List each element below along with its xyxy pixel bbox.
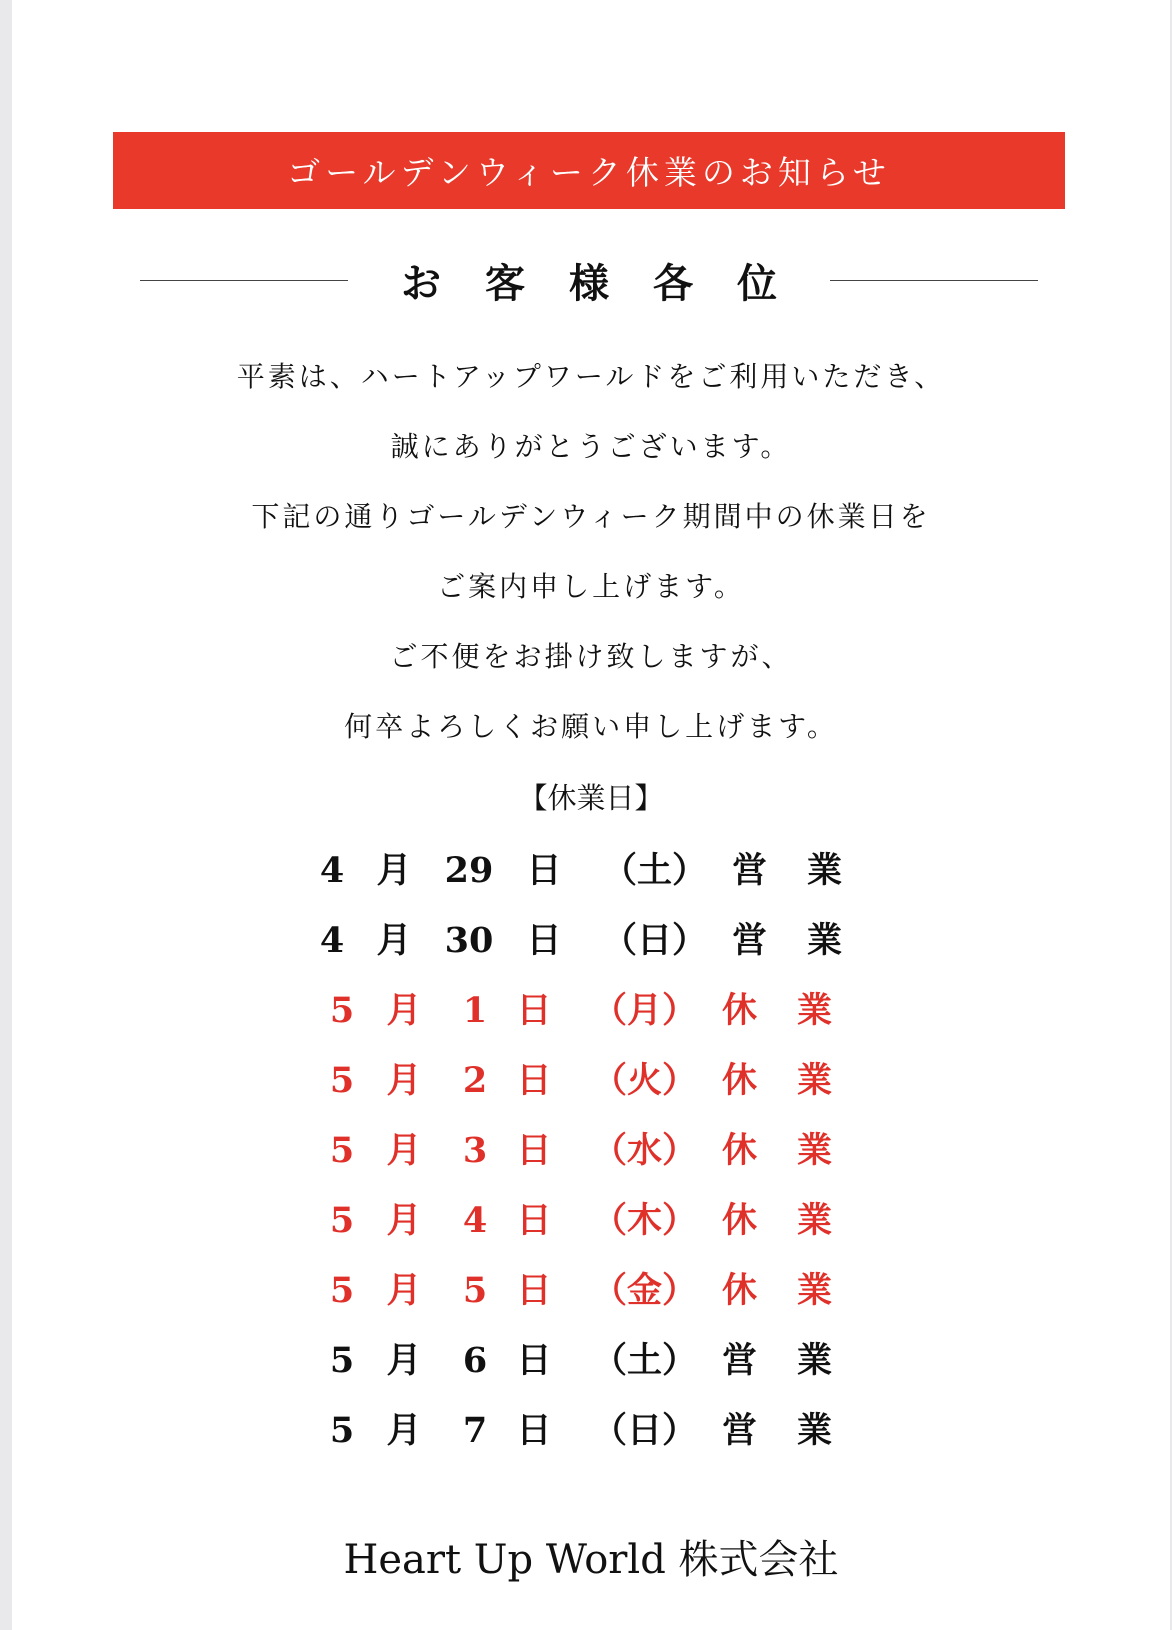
- day-label: 日: [516, 990, 552, 1031]
- day-label: 日: [526, 920, 562, 961]
- body-line: 誠にありがとうございます。: [390, 430, 792, 463]
- month-label: 月: [386, 990, 422, 1031]
- business-status: 営業: [722, 1410, 873, 1451]
- notice-page: [12, 0, 1170, 1630]
- month-label: 月: [386, 1340, 422, 1381]
- month-label: 月: [376, 920, 412, 961]
- month-label: 月: [386, 1200, 422, 1241]
- business-status: 休業: [722, 1200, 873, 1241]
- month: 5: [329, 1200, 355, 1241]
- salutation-row: [140, 250, 1038, 310]
- month-label: 月: [386, 1410, 422, 1451]
- body-line: 何卒よろしくお願い申し上げます。: [344, 710, 838, 743]
- day: 7: [462, 1410, 488, 1451]
- day-label: 日: [516, 1410, 552, 1451]
- month: 5: [329, 1410, 355, 1451]
- weekday: （金）: [592, 1270, 698, 1311]
- schedule-row: [12, 1326, 1170, 1396]
- weekday: （土）: [602, 850, 708, 891]
- weekday: （水）: [592, 1130, 698, 1171]
- business-status: 営業: [732, 920, 883, 961]
- day: 4: [462, 1200, 488, 1241]
- month: 5: [329, 1270, 355, 1311]
- schedule-row: [12, 1116, 1170, 1186]
- weekday: （土）: [592, 1340, 698, 1381]
- weekday: （日）: [602, 920, 708, 961]
- title-banner: [113, 132, 1065, 209]
- left-divider: [140, 280, 348, 281]
- salutation: お客様各位: [401, 259, 821, 307]
- schedule-row: [12, 1396, 1170, 1466]
- right-divider: [830, 280, 1038, 281]
- business-status: 休業: [722, 1130, 873, 1171]
- business-status: 営業: [732, 850, 883, 891]
- schedule-row: [12, 1256, 1170, 1326]
- holiday-heading: 【休業日】: [518, 781, 664, 815]
- day-label: 日: [516, 1200, 552, 1241]
- day-label: 日: [516, 1060, 552, 1101]
- month: 5: [329, 990, 355, 1031]
- business-status: 休業: [722, 1060, 873, 1101]
- month-label: 月: [386, 1130, 422, 1171]
- schedule-row: [12, 1046, 1170, 1116]
- weekday: （木）: [592, 1200, 698, 1241]
- business-status: 営業: [722, 1340, 873, 1381]
- body-line: ご案内申し上げます。: [437, 570, 745, 603]
- company-name: Heart Up World 株式会社: [343, 1537, 839, 1583]
- month: 5: [329, 1060, 355, 1101]
- weekday: （月）: [592, 990, 698, 1031]
- month: 4: [319, 850, 345, 891]
- day-label: 日: [516, 1130, 552, 1171]
- day: 5: [462, 1270, 488, 1311]
- day-label: 日: [516, 1340, 552, 1381]
- weekday: （日）: [592, 1410, 698, 1451]
- day: 1: [462, 990, 488, 1031]
- schedule-row: [12, 906, 1170, 976]
- month-label: 月: [376, 850, 412, 891]
- notice-title: ゴールデンウィーク休業のお知らせ: [287, 153, 891, 192]
- month-label: 月: [386, 1060, 422, 1101]
- day: 3: [462, 1130, 488, 1171]
- body-line: ご不便をお掛け致しますが、: [389, 640, 793, 673]
- business-status: 休業: [722, 1270, 873, 1311]
- weekday: （火）: [592, 1060, 698, 1101]
- message-body: [12, 350, 1170, 770]
- month: 5: [329, 1340, 355, 1381]
- schedule-row: [12, 1186, 1170, 1256]
- day: 6: [462, 1340, 488, 1381]
- schedule-row: [12, 976, 1170, 1046]
- holiday-schedule: [12, 836, 1170, 1466]
- body-line: 平素は、ハートアップワールドをご利用いただき、: [236, 360, 946, 393]
- day-label: 日: [516, 1270, 552, 1311]
- month: 4: [319, 920, 345, 961]
- schedule-row: [12, 836, 1170, 906]
- day: 2: [462, 1060, 488, 1101]
- day: 30: [444, 920, 494, 961]
- month-label: 月: [386, 1270, 422, 1311]
- month: 5: [329, 1130, 355, 1171]
- day-label: 日: [526, 850, 562, 891]
- body-line: 下記の通りゴールデンウィーク期間中の休業日を: [251, 500, 931, 533]
- day: 29: [444, 850, 494, 891]
- business-status: 休業: [722, 990, 873, 1031]
